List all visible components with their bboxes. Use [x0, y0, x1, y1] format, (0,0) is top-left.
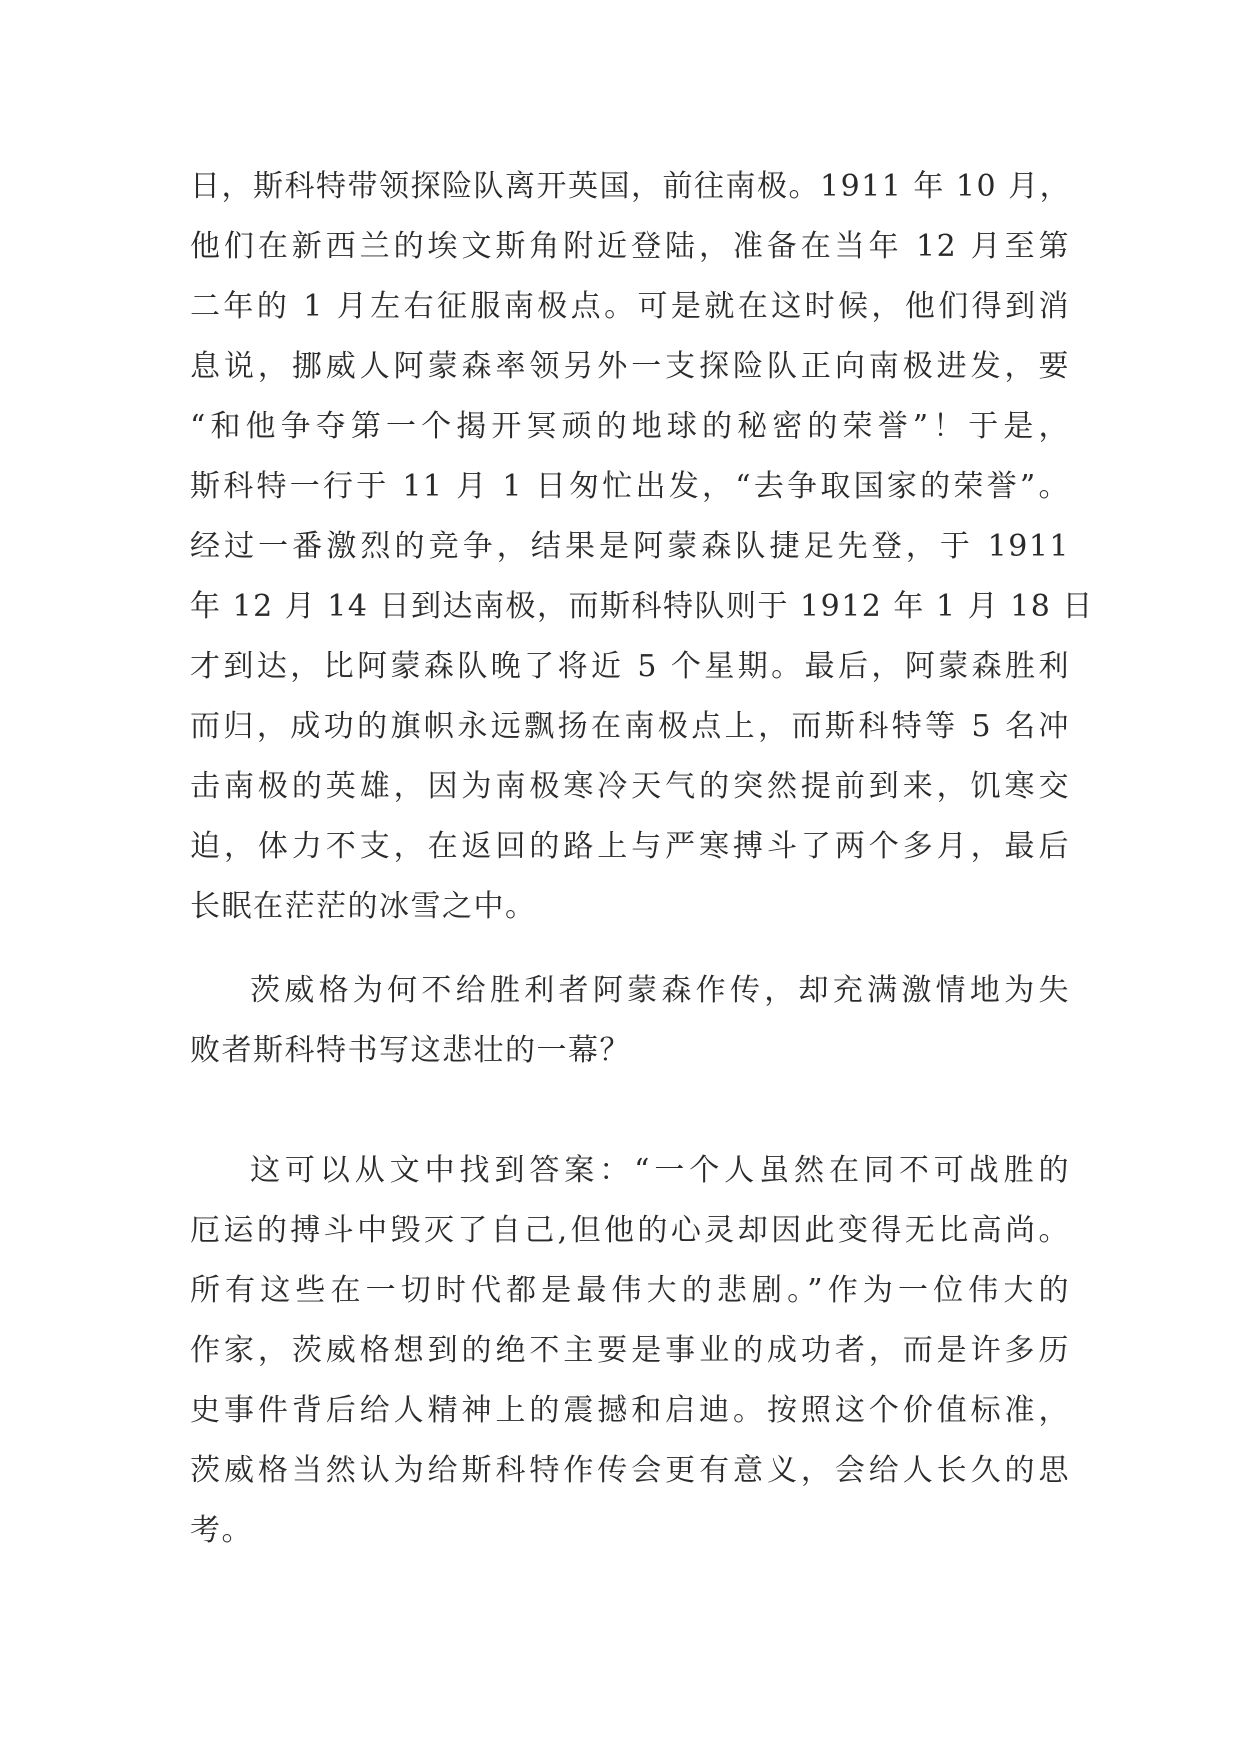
- text-line: 日，斯科特带领探险队离开英国，前往南极。1911 年 10 月，: [190, 169, 1072, 204]
- text-line: 考。: [190, 1513, 253, 1548]
- text-line: 这可以从文中找到答案：“一个人虽然在同不可战胜的: [250, 1153, 1070, 1188]
- text-line: 斯科特一行于 11 月 1 日匆忙出发，“去争取国家的荣誉”。: [190, 469, 1070, 504]
- text-line: 作家，茨威格想到的绝不主要是事业的成功者，而是许多历: [190, 1333, 1070, 1368]
- paragraph-scott-expedition: [190, 157, 1094, 937]
- text-line: 迫，体力不支，在返回的路上与严寒搏斗了两个多月，最后: [190, 829, 1070, 864]
- text-line: 经过一番激烈的竞争，结果是阿蒙森队捷足先登，于 1911: [190, 529, 1070, 564]
- text-line: 他们在新西兰的埃文斯角附近登陆，准备在当年 12 月至第: [190, 229, 1070, 264]
- paragraph-answer: [190, 1141, 1070, 1561]
- text-line: 厄运的搏斗中毁灭了自己,但他的心灵却因此变得无比高尚。: [190, 1213, 1070, 1248]
- paragraph-question: [190, 961, 1070, 1081]
- text-line: 茨威格当然认为给斯科特作传会更有意义，会给人长久的思: [190, 1453, 1070, 1488]
- text-line: “和他争夺第一个揭开冥顽的地球的秘密的荣誉”！于是，: [190, 409, 1070, 444]
- text-line: 二年的 1 月左右征服南极点。可是就在这时候，他们得到消: [190, 289, 1070, 324]
- text-line: 败者斯科特书写这悲壮的一幕？: [190, 1033, 631, 1068]
- text-line: 击南极的英雄，因为南极寒冷天气的突然提前到来，饥寒交: [190, 769, 1070, 804]
- text-line: 所有这些在一切时代都是最伟大的悲剧。”作为一位伟大的: [190, 1273, 1070, 1308]
- text-line: 史事件背后给人精神上的震撼和启迪。按照这个价值标准，: [190, 1393, 1070, 1428]
- text-line: 息说，挪威人阿蒙森率领另外一支探险队正向南极进发，要: [190, 349, 1070, 384]
- text-line: 茨威格为何不给胜利者阿蒙森作传，却充满激情地为失: [250, 973, 1070, 1008]
- text-line: 年 12 月 14 日到达南极，而斯科特队则于 1912 年 1 月 18 日: [190, 589, 1094, 624]
- text-line: 长眠在茫茫的冰雪之中。: [190, 889, 537, 924]
- text-line: 才到达，比阿蒙森队晚了将近 5 个星期。最后，阿蒙森胜利: [190, 649, 1070, 684]
- text-line: 而归，成功的旗帜永远飘扬在南极点上，而斯科特等 5 名冲: [190, 709, 1070, 744]
